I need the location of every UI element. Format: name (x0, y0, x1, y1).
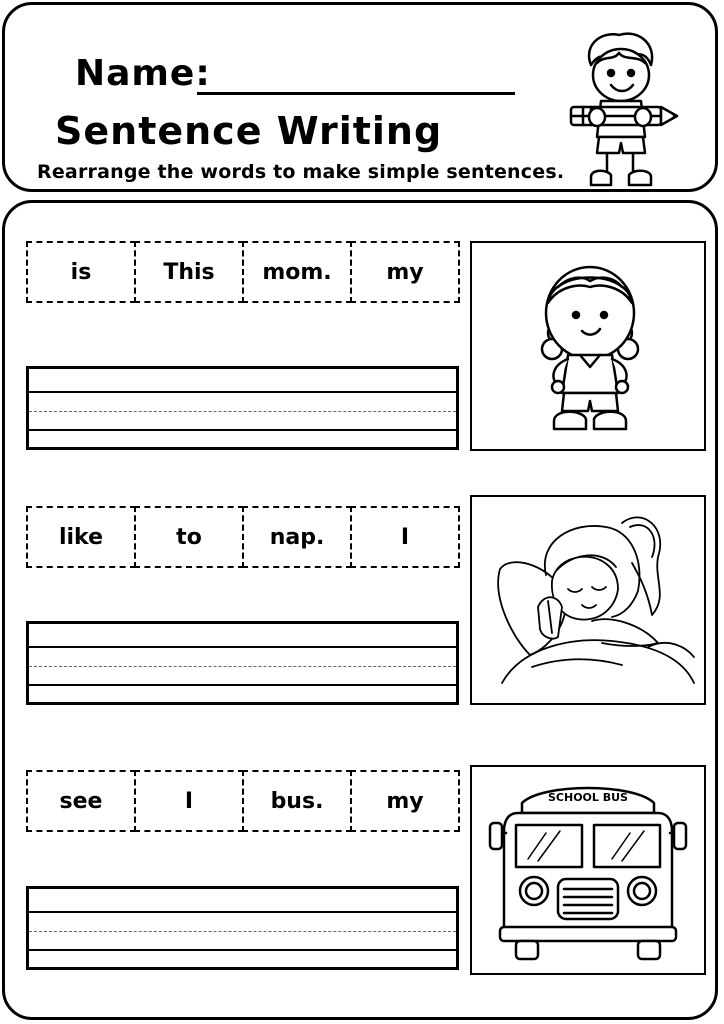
word-card: my (350, 241, 460, 303)
word-card: like (26, 506, 136, 568)
name-label: Name: (75, 53, 211, 94)
name-input-line[interactable] (197, 92, 515, 95)
word-row-3 (26, 770, 460, 832)
writing-lines-2[interactable] (26, 621, 459, 705)
word-card: to (134, 506, 244, 568)
page-title: Sentence Writing (55, 109, 443, 153)
word-card: mom. (242, 241, 352, 303)
picture-frame-1 (470, 241, 706, 451)
boy-with-pencil-icon (561, 25, 681, 195)
word-row-2 (26, 506, 460, 568)
word-card: nap. (242, 506, 352, 568)
writing-lines-1[interactable] (26, 366, 459, 450)
girl-icon (472, 243, 704, 449)
school-bus-icon (472, 767, 704, 973)
word-card: bus. (242, 770, 352, 832)
word-card: see (26, 770, 136, 832)
writing-lines-3[interactable] (26, 886, 459, 970)
word-card: This (134, 241, 244, 303)
word-card: my (350, 770, 460, 832)
word-row-1 (26, 241, 460, 303)
word-card: is (26, 241, 136, 303)
sleeping-girl-icon (472, 497, 704, 703)
picture-frame-3 (470, 765, 706, 975)
bus-sign-text: SCHOOL BUS (548, 791, 628, 804)
word-card: I (350, 506, 460, 568)
header-box (2, 2, 718, 192)
instructions: Rearrange the words to make simple sentences. (37, 161, 565, 183)
word-card: I (134, 770, 244, 832)
picture-frame-2 (470, 495, 706, 705)
